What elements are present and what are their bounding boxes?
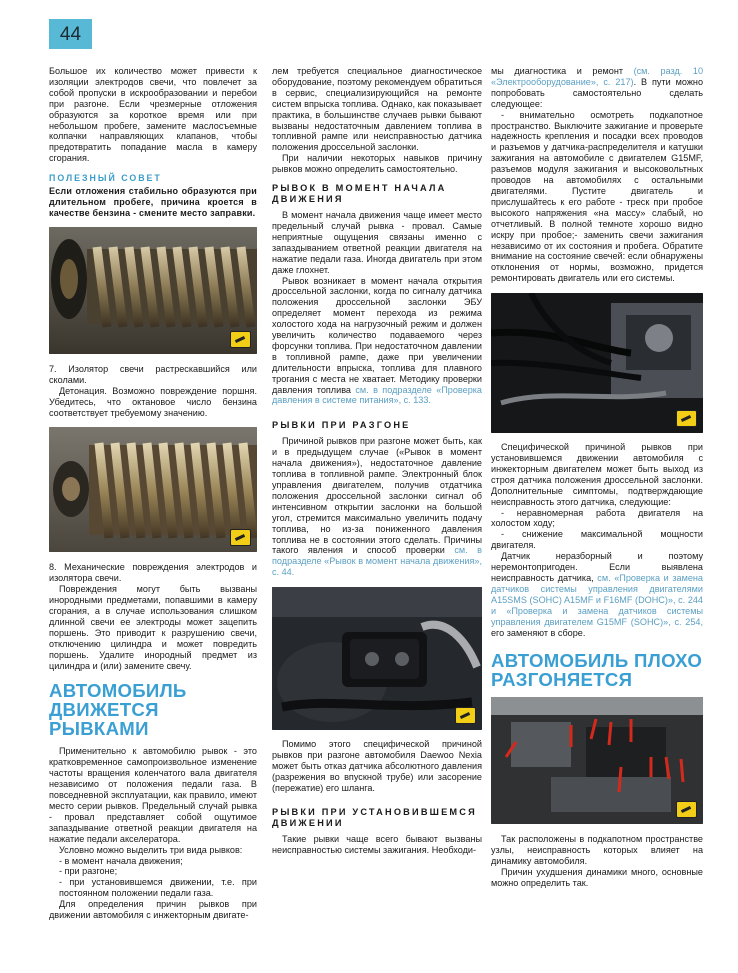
paragraph <box>272 276 482 407</box>
camera-icon <box>676 410 697 427</box>
engine-image <box>272 587 482 730</box>
spark-plug-image <box>49 427 257 552</box>
paragraph: - внимательно осмотреть подкапотное пространство. Выключите зажигание и проверьте надежность крепления и посадки всех проводов и разъемов у датчика-распределителя и катушки зажигания на автомобиле с двигателем G15MF, разъемов модуля зажигания и высоковольтных проводов на автомобилях с остальными двигателями. Пустите двигатель и прислушайтесь к его работе - треск при пробое высокого напряжения «на массу» слабый, но отчетливый. В полной темноте хорошо видно искру при пробое;- заменить свечи зажигания независимо от их состояния и пробега. Обратите внимание на состояние свечей: если обнаружены отклонения от нормы, возможно, придется ремонтировать двигатель или его системы. <box>491 109 703 284</box>
paragraph: В момент начала движения чаще имеет место предельный случай рывка - провал. Самые неприятные ощущения связаны именно с запаздыванием ответной реакции двигателя на нажатие педали газа. Иногда двигатель при этом даже глохнет. <box>272 210 482 275</box>
list <box>49 856 257 900</box>
column-1 <box>49 66 257 921</box>
text: Причиной рывков при разгоне может быть, как и в предыдущем случае («Рывок в момент начала движения»), недостаточное давление топлива в топливной рампе. Электронный блок управления двигателем, получив отдатчика положения дроссельной заслонки сигнал об интенсивном открытии заслонки на большой угол, стремится максимально увеличить подачу топлива, но из-за пониженного давления топлива не в состоянии этого сделать. Причины такого явления и способ проверки <box>272 436 482 556</box>
caption-8: 8. Механические повреждения электродов и изолятора свечи. <box>49 562 257 584</box>
camera-icon <box>676 801 697 818</box>
paragraph: Специфической причиной рывков при установившемся движении автомобиля с инжекторным двигателем может быть выход из строя датчика положения дроссельной заслонки. Дополнительные симптомы, подтверждающие неисправность этого датчика, следующие: <box>491 442 703 507</box>
camera-icon <box>230 331 251 348</box>
list-item: - при установившемся движении, т.е. при постоянном положении педали газа. <box>59 877 257 899</box>
paragraph: лем требуется специальное диагностическое оборудование, поэтому рекомендуем обратиться в сервис, специализирующийся на ремонте систем впрыска топлива. Однако, как показывает практика, в большинстве случаев рывки бывают вызваны недостаточным давлением топлива в топливной рампе или неисправностью датчика положения дроссельной заслонки. <box>272 66 482 153</box>
subheading: РЫВКИ ПРИ УСТАНОВИВШЕМСЯ ДВИЖЕНИИ <box>272 806 477 828</box>
column-2 <box>272 66 482 856</box>
camera-icon <box>230 529 251 546</box>
paragraph: Помимо этого специфической причиной рывков при разгоне автомобиля Daewoo Nexia может быть отказ датчика абсолютного давления (разрежения во впускной трубе) или засорение (пережатие) его шланга. <box>272 739 482 793</box>
cross-reference: (см. разд. 10 «Электрооборудование», с. 217) <box>491 66 703 87</box>
engine-bay-photo <box>491 697 703 824</box>
engine-bay-image <box>491 697 703 824</box>
paragraph: Для определения причин рывков при движении автомобиля с инжекторным двигате- <box>49 899 257 921</box>
text: Датчик неразборный и поэтому неремонтопригоден. Если выявлена неисправность датчика, <box>491 551 703 583</box>
cross-reference: см. в подразделе «Проверка давления в системе питания», с. 133. <box>272 384 482 406</box>
subheading: РЫВКИ ПРИ РАЗГОНЕ <box>272 420 411 431</box>
paragraph: При наличии некоторых навыков причину рывков можно определить самостоятельно. <box>272 153 482 175</box>
section-heading: АВТОМОБИЛЬ ПЛОХО РАЗГОНЯЕТСЯ <box>491 650 703 691</box>
paragraph: Так расположены в подкапотном пространстве узлы, неисправность которых влияет на динамику автомобиля. <box>491 834 703 867</box>
page-number: 44 <box>49 19 92 49</box>
list-item: - в момент начала движения; <box>59 855 183 866</box>
text: Рывок возникает в момент начала открытия дроссельной заслонки, когда по сигналу датчика положения дроссельной заслонки ЭБУ определяет момент перехода из режима холостого хода на нагрузочный режим и должен увеличить количество подаваемого через форсунки топлива. При недостаточном давлении в топливной рампе, даже при увеличении длительности впрыска, топлива для плавного трогания с места не хватает. Методику проверки давления топлива <box>272 275 482 395</box>
spark-plug-photo-7 <box>49 227 257 354</box>
text: мы диагностика и ремонт <box>491 66 634 76</box>
paragraph: Повреждения могут быть вызваны инородными предметами, попавшими в камеру сгорания, а в случае использования слишком длинной свечи ее электроды может зацепить поршень. Это приводит к разрушению свечи, отключению цилиндра и может повредить поршень. Удалите инородный предмет из цилиндра и (или) замените свечу. <box>49 584 257 671</box>
subheading: РЫВОК В МОМЕНТ НАЧАЛА ДВИЖЕНИЯ <box>272 183 447 205</box>
paragraph: Применительно к автомобилю рывок - это кратковременное самопроизвольное изменение частоты вращения коленчатого вала двигателя независимо от положения педали газа. В повседневной эксплуатации, как правило, имеют место серии рывков. Предельный случай рывка - провал представляет собой ощутимое запаздывание ответной реакции двигателя на нажатие педали акселератора. <box>49 746 257 844</box>
list-item: - при разгоне; <box>59 866 118 877</box>
paragraph: - снижение максимальной мощности двигателя. <box>491 529 703 551</box>
spark-plug-photo-8 <box>49 427 257 552</box>
ignition-wires-photo <box>491 293 703 433</box>
engine-photo <box>272 587 482 730</box>
column-3 <box>491 66 703 889</box>
spark-plug-image <box>49 227 257 354</box>
paragraph: Большое их количество может привести к изоляции электродов свечи, что повлечет за собой пропуски в искрообразовании и перебои при разгоне. Если чрезмерные отложения образуются за короткое время или при небольшом пробеге, замените маслосъемные колпачки направляющих клапанов, чтобы предотвратить попадание масла в камеру сгорания. <box>49 66 257 164</box>
cross-reference: см. «Проверка и замена датчиков системы управления двигателями A15SMS (SOHC) A15MF и F16MF (DOHC)», с. 244 и «Проверка и замена датчиков системы управления двигателем G15MF (SOHC)», с. 254, <box>491 573 703 627</box>
caption-7: 7. Изолятор свечи растрескавшийся или сколами. <box>49 363 257 385</box>
paragraph: Детонация. Возможно повреждение поршня. Убедитесь, что октановое число бензина соответствует требуемому значению. <box>49 385 257 418</box>
text: . В пути можно попробовать самостоятельно сделать следующее: <box>491 76 704 109</box>
camera-icon <box>455 707 476 724</box>
paragraph <box>272 436 482 578</box>
cross-reference: см. в подразделе «Рывок в момент начала движения», с. 44. <box>272 545 483 578</box>
paragraph <box>491 551 703 638</box>
tip-text: Если отложения стабильно образуются при длительном пробеге, причина кроется в качестве бензина - смените место заправки. <box>49 186 257 218</box>
paragraph <box>491 66 703 110</box>
tip-heading: ПОЛЕЗНЫЙ СОВЕТ <box>49 173 162 184</box>
paragraph: Причин ухудшения динамики много, основные можно определить так. <box>491 867 703 889</box>
section-heading: АВТОМОБИЛЬ ДВИЖЕТСЯ РЫВКАМИ <box>49 680 187 740</box>
paragraph: Условно можно выделить три вида рывков: <box>59 844 243 855</box>
text: его заменяют в сборе. <box>491 627 586 638</box>
paragraph: - неравномерная работа двигателя на холостом ходу; <box>491 507 703 529</box>
ignition-image <box>491 293 703 433</box>
paragraph: Такие рывки чаще всего бывают вызваны неисправностью системы зажигания. Необходи- <box>272 833 482 855</box>
